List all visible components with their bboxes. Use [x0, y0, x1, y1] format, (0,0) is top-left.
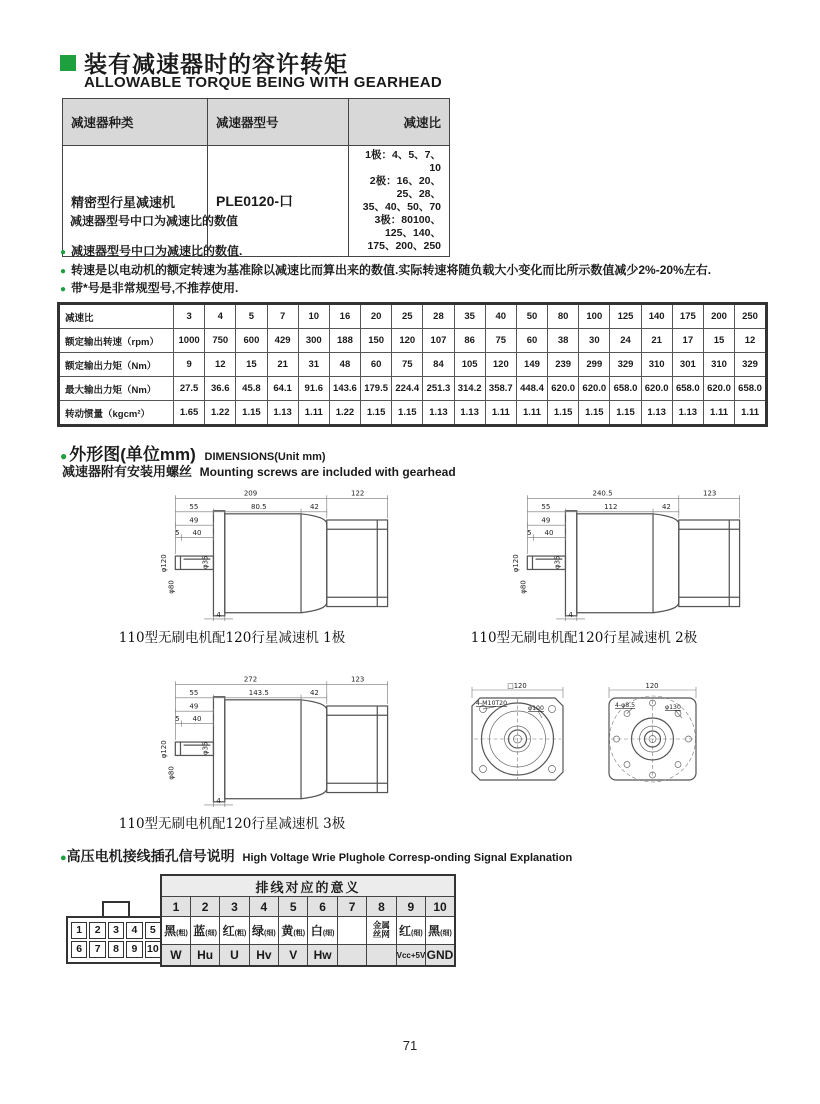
svg-text:5: 5	[175, 714, 180, 723]
svg-text:φ120: φ120	[160, 554, 169, 573]
dimensions-title-cn: 外形图(单位mm)	[69, 445, 196, 464]
page-title: 装有减速器时的容许转矩	[84, 51, 348, 77]
spec-row-label: 额定输出转速（rpm）	[59, 329, 174, 353]
spec-cell: 658.0	[672, 377, 703, 401]
spec-cell: 658.0	[610, 377, 641, 401]
wiring-table	[160, 874, 456, 967]
connector-pin: 4	[126, 922, 142, 939]
spec-cell: 17	[672, 329, 703, 353]
spec-cell: 299	[579, 353, 610, 377]
wiring-signal: Hu	[190, 945, 219, 967]
spec-cell: 80	[548, 304, 579, 329]
spec-cell: 21	[267, 353, 298, 377]
spec-cell: 620.0	[579, 377, 610, 401]
ratio-line: 35、40、50、70	[362, 201, 441, 213]
svg-text:123: 123	[703, 489, 717, 498]
spec-cell: 7	[267, 304, 298, 329]
spec-cell: 224.4	[392, 377, 423, 401]
wiring-signal: Vcc+5V	[396, 945, 425, 967]
svg-text:49: 49	[189, 702, 199, 711]
spec-cell: 1.11	[485, 401, 516, 426]
ratio-line: 2极：16、20、25、28、	[369, 175, 441, 200]
spec-cell: 15	[236, 353, 267, 377]
spec-cell: 620.0	[641, 377, 672, 401]
gearhead-table	[62, 98, 450, 257]
connector-pin: 9	[126, 941, 142, 958]
spec-cell: 12	[735, 329, 766, 353]
spec-row-label: 转动惯量（kgcm²）	[59, 401, 174, 426]
connector-pin: 10	[145, 941, 161, 958]
svg-text:112: 112	[604, 503, 618, 512]
gearhead-model: PLE0120-口	[208, 146, 349, 257]
wiring-signal	[367, 945, 396, 967]
connector-body	[66, 916, 166, 964]
ratio-line: 1极：4、5、7、10	[365, 149, 441, 174]
page-number: 71	[402, 1038, 418, 1053]
wiring-title-cn: 高压电机接线插孔信号说明	[66, 848, 235, 864]
bullet-icon: ●	[60, 265, 67, 277]
notes-list	[60, 243, 711, 299]
connector-pin: 2	[89, 922, 105, 939]
svg-text:φ80: φ80	[167, 766, 176, 780]
spec-row-label: 减速比	[59, 304, 174, 329]
gearhead-col-model: 减速器型号	[208, 99, 349, 146]
green-square-icon	[60, 55, 76, 71]
svg-text:φ35: φ35	[201, 555, 210, 570]
ratio-line: 175、200、250	[367, 240, 441, 252]
spec-cell: 143.6	[329, 377, 360, 401]
connector-pin: 3	[108, 922, 124, 939]
svg-text:122: 122	[351, 489, 365, 498]
svg-text:55: 55	[541, 503, 551, 512]
connector-pin: 8	[108, 941, 124, 958]
spec-row-label: 额定输出力矩（Nm）	[59, 353, 174, 377]
note-item	[60, 262, 711, 281]
wiring-wire-color: 黄(粗)	[279, 917, 308, 945]
side-view-drawing	[424, 486, 744, 622]
wiring-pin-number: 1	[161, 897, 190, 917]
spec-cell: 1.11	[735, 401, 766, 426]
spec-cell: 200	[703, 304, 734, 329]
bullet-icon: ●	[60, 247, 67, 258]
spec-cell: 1.15	[236, 401, 267, 426]
svg-text:123: 123	[351, 675, 365, 684]
spec-cell: 1.22	[329, 401, 360, 426]
note-text: 减速器型号中口为减速比的数值.	[71, 244, 243, 258]
connector-graphic	[66, 901, 166, 964]
svg-text:□120: □120	[507, 682, 527, 690]
svg-text:120: 120	[645, 682, 659, 690]
wiring-wire-color: 红(细)	[396, 917, 425, 945]
bullet-icon: ●	[60, 852, 67, 864]
gearhead-data-row	[63, 146, 450, 257]
spec-cell: 120	[392, 329, 423, 353]
spec-cell: 429	[267, 329, 298, 353]
note-text: 转速是以电动机的额定转速为基准除以减速比而算出来的数值.实际转速将随负载大小变化而比所示数值减少2%-20%左右.	[71, 262, 712, 277]
wiring-color-row	[161, 917, 455, 945]
spec-cell: 1.13	[641, 401, 672, 426]
svg-text:4: 4	[216, 796, 221, 805]
spec-cell: 329	[610, 353, 641, 377]
gearhead-col-ratio: 减速比	[349, 99, 450, 146]
spec-cell: 75	[392, 353, 423, 377]
dimensions-note-cn: 减速器附有安装用螺丝	[62, 464, 193, 479]
spec-cell: 1.11	[298, 401, 329, 426]
svg-text:49: 49	[541, 516, 551, 525]
connector-pin: 7	[89, 941, 105, 958]
spec-cell: 75	[485, 329, 516, 353]
spec-table	[58, 303, 767, 426]
connector-latch	[102, 901, 130, 916]
wiring-pin-number: 9	[396, 897, 425, 917]
spec-cell: 250	[735, 304, 766, 329]
bullet-icon: ●	[60, 449, 68, 463]
spec-cell: 140	[641, 304, 672, 329]
spec-cell: 30	[579, 329, 610, 353]
spec-row	[59, 329, 766, 353]
wiring-pin-number: 4	[249, 897, 278, 917]
spec-cell: 5	[236, 304, 267, 329]
wiring-pin-number: 10	[426, 897, 455, 917]
connector-pin-row-top	[71, 922, 161, 939]
spec-cell: 15	[703, 329, 734, 353]
drawing-2pole	[424, 486, 744, 646]
spec-cell: 329	[735, 353, 766, 377]
spec-cell: 125	[610, 304, 641, 329]
svg-text:φ100: φ100	[528, 705, 544, 712]
spec-cell: 60	[361, 353, 392, 377]
note-item	[60, 243, 711, 262]
spec-cell: 1.22	[205, 401, 236, 426]
drawing-caption: 110型无刷电机配120行星减速机 2极	[470, 630, 698, 646]
spec-cell: 120	[485, 353, 516, 377]
svg-text:40: 40	[192, 714, 202, 723]
spec-cell: 100	[579, 304, 610, 329]
spec-cell: 1.13	[672, 401, 703, 426]
svg-text:40: 40	[544, 528, 554, 537]
connector-pin-row-bottom	[71, 941, 161, 958]
spec-cell: 1.15	[548, 401, 579, 426]
svg-text:42: 42	[661, 503, 671, 512]
svg-text:209: 209	[243, 489, 258, 498]
spec-cell: 1.65	[174, 401, 205, 426]
wiring-wire-color: 红(粗)	[220, 917, 249, 945]
svg-text:5: 5	[527, 528, 532, 537]
spec-cell: 179.5	[361, 377, 392, 401]
wiring-pin-number: 3	[220, 897, 249, 917]
wiring-wire-color: 白(细)	[308, 917, 337, 945]
svg-text:55: 55	[189, 689, 199, 698]
svg-text:4: 4	[568, 610, 573, 619]
spec-cell: 10	[298, 304, 329, 329]
svg-text:φ80: φ80	[167, 580, 176, 594]
note-item	[60, 280, 711, 299]
svg-text:φ80: φ80	[519, 580, 528, 594]
wiring-signal: V	[279, 945, 308, 967]
spec-cell: 1.15	[361, 401, 392, 426]
spec-cell: 1000	[174, 329, 205, 353]
svg-text:40: 40	[192, 528, 202, 537]
spec-cell: 48	[329, 353, 360, 377]
spec-cell: 86	[454, 329, 485, 353]
spec-cell: 4	[205, 304, 236, 329]
svg-text:φ130: φ130	[665, 704, 681, 711]
front-view-motor	[585, 680, 720, 798]
svg-text:φ35: φ35	[201, 741, 210, 756]
spec-row	[59, 353, 766, 377]
spec-cell: 358.7	[485, 377, 516, 401]
wiring-section-title	[60, 846, 572, 866]
spec-cell: 1.15	[610, 401, 641, 426]
spec-cell: 1.13	[423, 401, 454, 426]
spec-cell: 1.11	[516, 401, 547, 426]
spec-cell: 1.13	[267, 401, 298, 426]
spec-cell: 448.4	[516, 377, 547, 401]
wiring-signal	[337, 945, 366, 967]
svg-text:49: 49	[189, 516, 199, 525]
wiring-pin-number: 5	[279, 897, 308, 917]
spec-cell: 45.8	[236, 377, 267, 401]
svg-text:272: 272	[243, 675, 258, 684]
spec-cell: 12	[205, 353, 236, 377]
wiring-wire-color: 蓝(细)	[190, 917, 219, 945]
spec-cell: 84	[423, 353, 454, 377]
spec-cell: 50	[516, 304, 547, 329]
wiring-signal-row	[161, 945, 455, 967]
spec-cell: 251.3	[423, 377, 454, 401]
dimension-labels	[160, 489, 364, 619]
spec-cell: 38	[548, 329, 579, 353]
svg-text:5: 5	[175, 528, 180, 537]
wiring-signal: GND	[426, 945, 455, 967]
spec-cell: 9	[174, 353, 205, 377]
drawing-1pole	[72, 486, 392, 646]
wiring-pin-number: 8	[367, 897, 396, 917]
spec-cell: 300	[298, 329, 329, 353]
spec-cell: 27.5	[174, 377, 205, 401]
spec-cell: 24	[610, 329, 641, 353]
wiring-wire-color	[337, 917, 366, 945]
page-title-en: ALLOWABLE TORQUE BEING WITH GEARHEAD	[84, 74, 443, 91]
spec-cell: 149	[516, 353, 547, 377]
spec-cell: 600	[236, 329, 267, 353]
wiring-pin-number: 2	[190, 897, 219, 917]
drawing-caption: 110型无刷电机配120行星减速机 3极	[118, 816, 346, 832]
svg-text:55: 55	[189, 503, 199, 512]
front-view-gearhead	[450, 680, 585, 798]
spec-cell: 1.15	[579, 401, 610, 426]
gearhead-type: 精密型行星减速机	[63, 146, 208, 257]
svg-text:42: 42	[309, 689, 319, 698]
wiring-pin-number: 7	[337, 897, 366, 917]
svg-text:φ120: φ120	[512, 554, 521, 573]
side-view-drawing	[72, 486, 392, 622]
dimensions-note-en: Mounting screws are included with gearhead	[199, 465, 456, 479]
connector-pin: 5	[145, 922, 161, 939]
drawing-3pole	[72, 672, 392, 832]
spec-cell: 310	[703, 353, 734, 377]
wiring-signal: Hv	[249, 945, 278, 967]
connector-pin: 1	[71, 922, 87, 939]
wiring-signal: U	[220, 945, 249, 967]
spec-cell: 310	[641, 353, 672, 377]
spec-cell: 60	[516, 329, 547, 353]
spec-cell: 25	[392, 304, 423, 329]
spec-cell: 150	[361, 329, 392, 353]
svg-text:φ35: φ35	[553, 555, 562, 570]
spec-cell: 658.0	[735, 377, 766, 401]
spec-row-label: 最大输出力矩（Nm）	[59, 377, 174, 401]
svg-text:4-M10T20: 4-M10T20	[476, 700, 508, 707]
gearhead-header-row	[63, 99, 450, 146]
spec-row	[59, 401, 766, 426]
spec-row	[59, 377, 766, 401]
note-text: 带*号是非常规型号,不推荐使用.	[71, 281, 239, 295]
wiring-wire-color: 金属 丝网	[367, 917, 396, 945]
spec-cell: 35	[454, 304, 485, 329]
spec-cell: 1.13	[454, 401, 485, 426]
spec-cell: 36.6	[205, 377, 236, 401]
spec-cell: 91.6	[298, 377, 329, 401]
wiring-table-title: 排线对应的意义	[161, 875, 455, 897]
gearhead-footnote: 减速器型号中口为减速比的数值	[70, 214, 239, 228]
svg-text:4: 4	[216, 610, 221, 619]
gearhead-col-type: 减速器种类	[63, 99, 208, 146]
dimension-labels	[512, 489, 716, 619]
spec-cell: 750	[205, 329, 236, 353]
wiring-pin-number: 6	[308, 897, 337, 917]
wiring-title-row	[161, 875, 455, 897]
svg-text:240.5: 240.5	[592, 489, 613, 498]
spec-cell: 620.0	[548, 377, 579, 401]
wiring-signal: W	[161, 945, 190, 967]
spec-cell: 31	[298, 353, 329, 377]
svg-text:80.5: 80.5	[250, 503, 267, 512]
spec-cell: 40	[485, 304, 516, 329]
spec-cell: 3	[174, 304, 205, 329]
spec-cell: 1.11	[703, 401, 734, 426]
drawing-caption: 110型无刷电机配120行星减速机 1极	[118, 630, 346, 646]
wiring-title-en: High Voltage Wrie Plughole Corresp-onding Signal Explanation	[242, 852, 573, 864]
wiring-wire-color: 黑(细)	[426, 917, 455, 945]
wiring-signal: Hw	[308, 945, 337, 967]
dimension-labels	[160, 675, 364, 805]
spec-cell: 314.2	[454, 377, 485, 401]
spec-cell: 188	[329, 329, 360, 353]
dimensions-title-en: DIMENSIONS(Unit mm)	[204, 451, 326, 463]
svg-text:φ120: φ120	[160, 740, 169, 759]
spec-cell: 620.0	[703, 377, 734, 401]
bullet-icon: ●	[60, 284, 67, 295]
gearhead-ratios	[357, 149, 441, 253]
spec-cell: 16	[329, 304, 360, 329]
spec-cell: 20	[361, 304, 392, 329]
spec-cell: 1.15	[392, 401, 423, 426]
spec-cell: 301	[672, 353, 703, 377]
spec-cell: 175	[672, 304, 703, 329]
ratio-line: 3极：80100、125、140、	[374, 214, 441, 239]
spec-cell: 64.1	[267, 377, 298, 401]
spec-cell: 105	[454, 353, 485, 377]
wiring-wire-color: 黑(粗)	[161, 917, 190, 945]
spec-cell: 21	[641, 329, 672, 353]
spec-row	[59, 304, 766, 329]
wiring-wire-color: 绿(细)	[249, 917, 278, 945]
connector-pin: 6	[71, 941, 87, 958]
spec-cell: 239	[548, 353, 579, 377]
spec-cell: 28	[423, 304, 454, 329]
wiring-pin-row	[161, 897, 455, 917]
svg-text:143.5: 143.5	[248, 689, 269, 698]
svg-text:4-φ8.5: 4-φ8.5	[615, 702, 636, 709]
dimensions-note	[62, 461, 456, 480]
svg-text:42: 42	[309, 503, 319, 512]
side-view-drawing	[72, 672, 392, 808]
spec-cell: 107	[423, 329, 454, 353]
